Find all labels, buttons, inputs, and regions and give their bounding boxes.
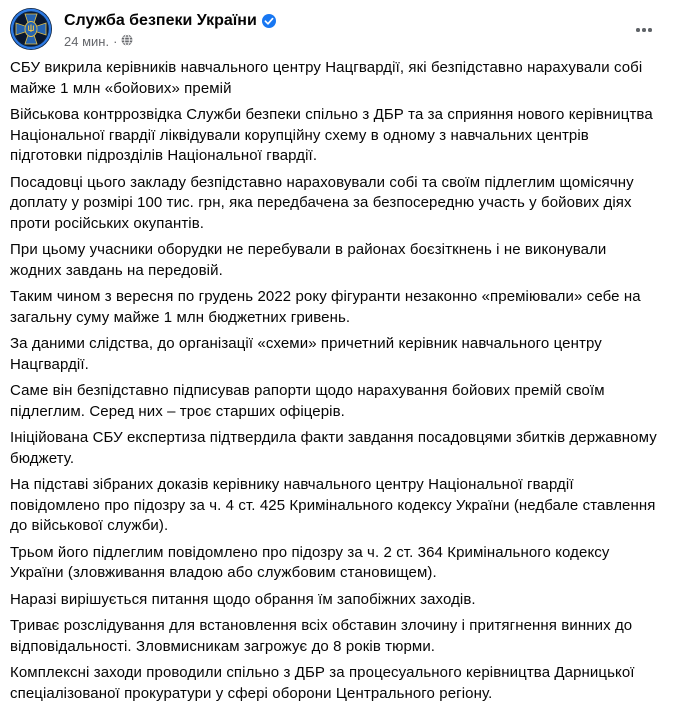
meta-separator: · <box>113 33 118 49</box>
post-paragraph: Ініційована СБУ експертиза підтвердила факти завдання посадовцями збитків державному бюджету. <box>10 429 657 467</box>
verified-badge-icon <box>262 14 276 28</box>
ellipsis-icon <box>636 28 640 32</box>
post-paragraph: На підставі зібраних доказів керівнику навчального центру Національної гвардії повідомлено про підозру за ч. 4 ст. 425 Кримінального кодексу України (недбале ставлення до військової служби). <box>10 476 656 534</box>
post-meta <box>64 33 276 50</box>
timestamp[interactable]: 24 мин. <box>64 33 110 49</box>
post-paragraph: Посадовці цього закладу безпідставно нараховували собі та своїм підлеглим щомісячну доплату у розмірі 100 тис. грн, яка передбачена за безпосередню участь у бойових діях проти російських окупантів. <box>10 173 634 232</box>
more-options-button[interactable] <box>628 18 660 42</box>
post-paragraph: Наразі вирішується питання щодо обрання їм запобіжних заходів. <box>10 590 476 608</box>
sbu-emblem-icon <box>10 8 52 50</box>
post-paragraph: СБУ викрила керівників навчального центру Нацгвардії, які безпідставно нарахували собі майже 1 млн «бойових» премій <box>10 59 643 97</box>
post-paragraph: Трьом його підлеглим повідомлено про підозру за ч. 2 ст. 364 Кримінального кодексу України (зловживання владою або службовим становищем). <box>10 543 610 581</box>
avatar[interactable] <box>10 8 52 50</box>
post-paragraph: Військова контррозвідка Служби безпеки спільно з ДБР та за сприяння нового керівництва Національної гвардії ліквідували корупційну схему в одному з навчальних центрів підготовки підрозділів Національної гвардії. <box>10 106 653 164</box>
post-paragraph: Таким чином з вересня по грудень 2022 року фігуранти незаконно «преміювали» себе на загальну суму майже 1 млн бюджетних гривень. <box>10 288 641 326</box>
post-paragraph: Комплексні заходи проводили спільно з ДБР за процесуального керівництва Дарницької спеціалізованої прокуратури у сфері оборони Центрального регіону. <box>10 664 635 702</box>
post-header <box>0 0 674 54</box>
header-text <box>64 8 276 50</box>
author-row <box>64 11 276 30</box>
post-paragraph: Триває розслідування для встановлення всіх обставин злочину і притягнення винних до відповідальності. Зловмисникам загрожує до 8 років тюрми. <box>10 617 633 655</box>
post-paragraph: За даними слідства, до організації «схеми» причетний керівник навчального центру Нацгвардії. <box>10 335 602 373</box>
globe-icon <box>121 34 133 50</box>
author-name[interactable]: Служба безпеки України <box>64 12 257 29</box>
post-paragraph: При цьому учасники оборудки не перебували в районах боєзіткнень і не виконували жодних завдань на передовій. <box>10 241 607 279</box>
post-paragraph: Саме він безпідставно підписував рапорти щодо нарахування бойових премій своїм підлеглим. Серед них – троє старших офіцерів. <box>10 382 605 420</box>
post-text <box>0 54 674 704</box>
